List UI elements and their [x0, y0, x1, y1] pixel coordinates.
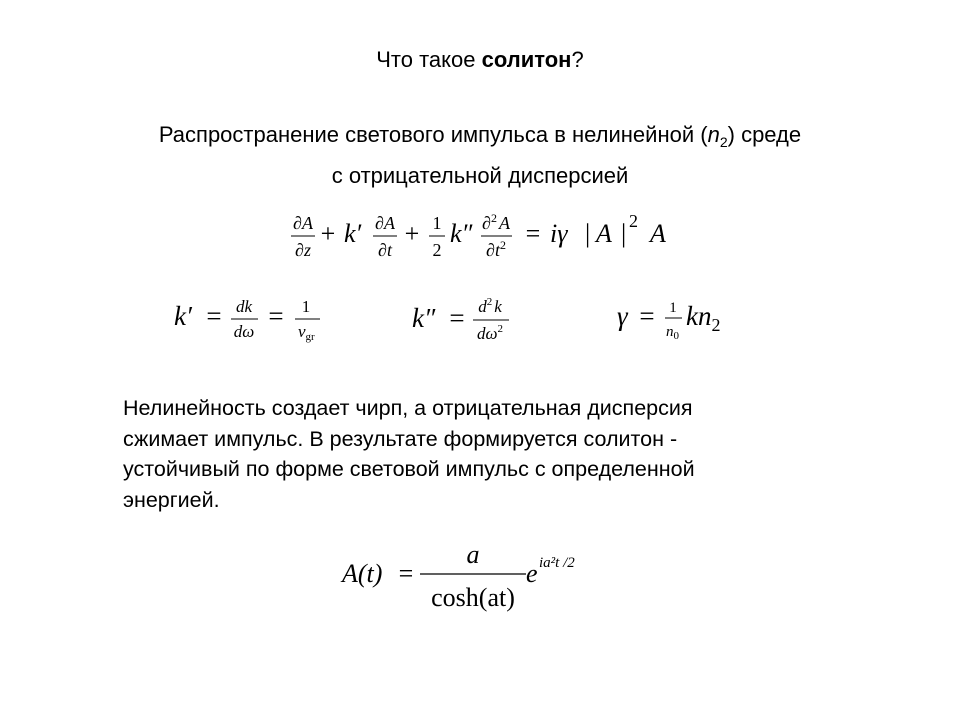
kp-den2: vgr — [298, 322, 315, 343]
nlse-two: 2 — [432, 240, 442, 260]
nlse-i-gamma: iγ — [550, 219, 568, 248]
kp-equals: = — [206, 301, 222, 331]
nlse-dt2: $\partial t^2$ — [486, 238, 506, 260]
nlse-d2A: ∂$^2$ A — [482, 211, 510, 233]
kdp-den: $d\omega^2$ — [476, 323, 504, 343]
sol-e: e — [526, 559, 538, 588]
soliton-solution — [340, 540, 600, 620]
k-prime-definition — [172, 291, 332, 349]
nlse-dt: ∂t — [378, 240, 392, 260]
nlse-A: A — [596, 219, 612, 248]
paragraph-line-4: энергией. — [123, 487, 220, 512]
explanation-paragraph — [123, 393, 843, 515]
n-subscript: 2 — [719, 134, 728, 150]
nlse-dA: ∂A — [293, 213, 313, 233]
paragraph-line-3: устойчивый по форме световой импульс с определенной — [123, 457, 695, 481]
nlse-plus-1: + — [320, 219, 336, 248]
kp-den: dω — [233, 322, 255, 341]
sol-exp: ia²t /2 — [539, 555, 575, 571]
n-variable: n — [707, 122, 720, 147]
kp-num: dk — [235, 297, 253, 316]
kdp-num: $d^2$ k — [478, 296, 502, 316]
subtitle-line-2: с отрицательной дисперсией — [331, 163, 629, 188]
slide-subtitle — [0, 118, 960, 192]
nlse-equation — [288, 205, 688, 269]
kp-num2: 1 — [301, 297, 311, 316]
gamma-definition — [615, 291, 735, 349]
nlse-one: 1 — [432, 213, 442, 233]
gamma-den: $n_0$ — [666, 324, 679, 342]
nlse-k-prime: k′ — [344, 219, 362, 248]
nlse-A-end: A — [650, 219, 666, 248]
gamma-kn: $kn_2$ — [686, 301, 721, 335]
nlse-abs-left: | — [585, 219, 591, 248]
nlse-k-double-prime: k″ — [450, 219, 473, 248]
paragraph-line-1: Нелинейность создает чирп, а отрицательная дисперсия — [123, 396, 693, 420]
kp-lhs: k′ — [174, 301, 192, 331]
paragraph-line-2: сжимает импульс. В результате формируется солитон - — [123, 426, 678, 451]
subtitle-text-before: Распространение светового импульса в нелинейной ( — [158, 122, 708, 147]
nlse-square: 2 — [629, 211, 638, 231]
sol-den: cosh(at) — [431, 583, 515, 612]
kdp-equals: = — [449, 303, 465, 333]
nlse-plus-2: + — [404, 219, 420, 248]
sol-lhs: A(t) — [342, 559, 383, 588]
kdp-lhs: k″ — [412, 303, 436, 333]
slide-title — [0, 47, 960, 73]
title-suffix: ? — [571, 47, 584, 72]
nlse-abs-right: | — [621, 219, 627, 248]
subtitle-text-after: ) среде — [727, 122, 802, 147]
nlse-dz: ∂z — [295, 240, 311, 260]
subtitle-line-1 — [0, 118, 960, 159]
sol-num: a — [466, 540, 480, 569]
gamma-num: 1 — [669, 300, 677, 316]
title-prefix: Что такое — [376, 47, 482, 72]
title-bold-word: солитон — [481, 47, 572, 72]
nlse-dA-2: ∂A — [375, 213, 395, 233]
gamma-lhs: γ — [617, 301, 628, 331]
sol-equals: = — [398, 559, 414, 588]
kp-equals-2: = — [268, 301, 284, 331]
gamma-equals: = — [639, 301, 655, 331]
nlse-equals: = — [525, 219, 541, 248]
k-double-prime-definition — [410, 291, 530, 349]
